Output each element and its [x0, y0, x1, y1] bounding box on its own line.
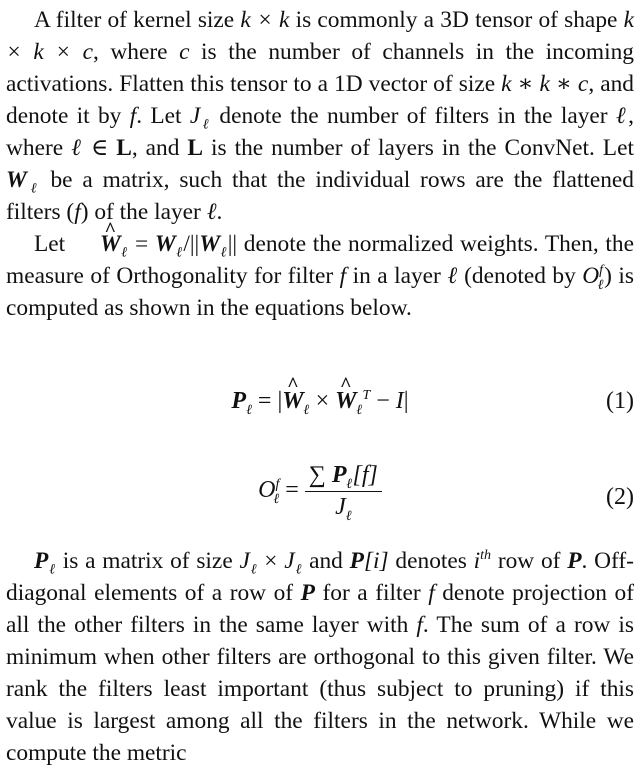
- equation-2-fraction: $\frac{\sum P_\ell[f]}{J_\ell}$: [305, 462, 382, 521]
- paragraph-orthogonality-measure: Let ^ $W_\ell = W_\ell/||W_\ell||$ denote the normalized weights. Then, the measure of Orthogonality for filter f in a layer ℓ (denoted by $O^f_\ell$) is computed as shown in the equations below.: [6, 228, 634, 324]
- equation-2-number: (2): [606, 484, 634, 510]
- paragraph-matrix-explanation: $P_\ell$ is a matrix of size $J_\ell \times J_\ell$ and P[i] denotes $i^{th}$ row of P. Off-diagonal elements of a row of P for a filter f denote projection of all the other filters in the same layer with f. The sum of a row is minimum when other filters are orthogonal to this given filter. We rank the filters least important (thus subject to pruning) if this value is largest among all the filters in the network. While we compute the metric: [6, 548, 634, 766]
- equation-2: $O^f_\ell$ = $\frac{\sum P_\ell[f]}{J_\ell}$: [6, 462, 634, 521]
- equation-1: $P_\ell$ = |^ $W_\ell$ × ^ $W_\ell^T - I|$: [6, 388, 634, 415]
- paragraph-filter-definition: A filter of kernel size k × k is commonly a 3D tensor of shape k × k × c, where c is the number of channels in the incoming activations. Flatten this tensor to a 1D vector of size k ∗ k ∗ c, and denote it by f. Let $J_\ell$ denote the number of filters in the layer ℓ, where ℓ ∈ L, and L is the number of layers in the ConvNet. Let $W_\ell$ be a matrix, such that the individual rows are the flattened filters (f) of the layer ℓ.: [6, 7, 635, 225]
- equation-1-number: (1): [606, 388, 634, 414]
